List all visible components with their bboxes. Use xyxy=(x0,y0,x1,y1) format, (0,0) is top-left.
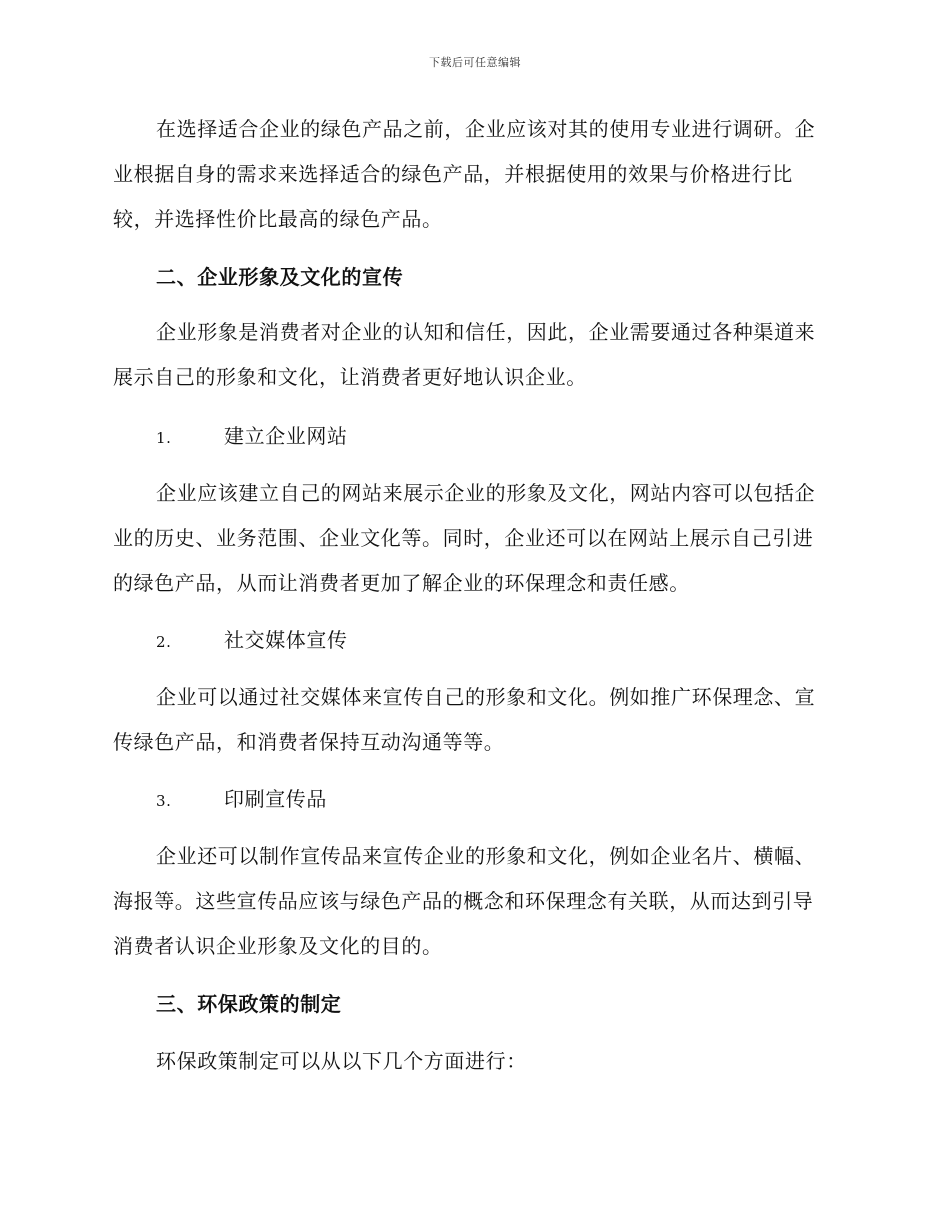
paragraph-website: 企业应该建立自己的网站来展示企业的形象及文化，网站内容可以包括企业的历史、业务范围、企业文化等。同时，企业还可以在网站上展示自己引进的绿色产品，从而让消费者更加了解企业的环保理念和责任感。 xyxy=(113,481,816,595)
list-number: 1. xyxy=(156,429,172,447)
paragraph-product-research: 在选择适合企业的绿色产品之前，企业应该对其的使用专业进行调研。企业根据自身的需求来选择适合的绿色产品，并根据使用的效果与价格进行比较，并选择性价比最高的绿色产品。 xyxy=(113,117,816,231)
list-item-label: 社交媒体宣传 xyxy=(224,628,348,652)
list-item-print-materials xyxy=(156,784,327,816)
section-heading-corporate-image: 二、企业形象及文化的宣传 xyxy=(156,265,404,289)
paragraph-corporate-image-intro: 企业形象是消费者对企业的认知和信任，因此，企业需要通过各种渠道来展示自己的形象和文化，让消费者更好地认识企业。 xyxy=(113,320,816,389)
paragraph-environmental-policy: 环保政策制定可以从以下几个方面进行： xyxy=(156,1049,527,1073)
paragraph-print-materials: 企业还可以制作宣传品来宣传企业的形象和文化，例如企业名片、横幅、海报等。这些宣传品应该与绿色产品的概念和环保理念有关联，从而达到引导消费者认识企业形象及文化的目的。 xyxy=(113,844,816,958)
paragraph-social-media: 企业可以通过社交媒体来宣传自己的形象和文化。例如推广环保理念、宣传绿色产品，和消费者保持互动沟通等等。 xyxy=(113,685,816,754)
section-heading-environmental-policy: 三、环保政策的制定 xyxy=(156,992,342,1016)
list-item-website xyxy=(156,421,348,453)
list-item-label: 印刷宣传品 xyxy=(224,787,327,811)
list-item-label: 建立企业网站 xyxy=(224,424,348,448)
list-number: 3. xyxy=(156,792,172,810)
page-header: 下载后可任意编辑 xyxy=(429,56,521,69)
list-item-social-media xyxy=(156,625,348,657)
list-number: 2. xyxy=(156,633,172,651)
